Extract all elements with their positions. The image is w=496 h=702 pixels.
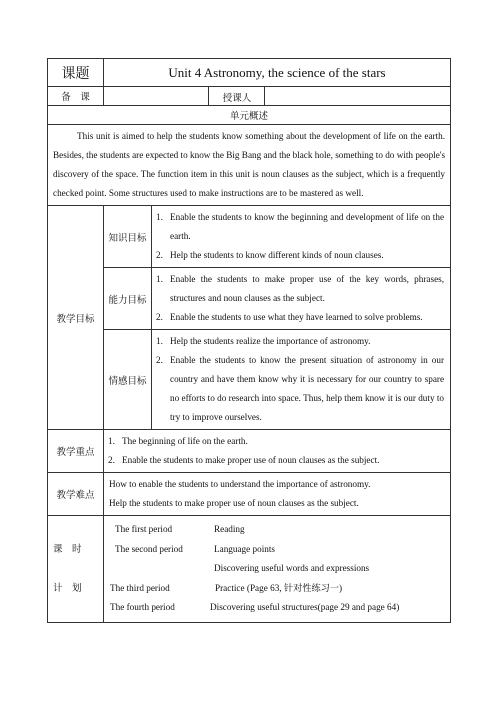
key-points-cell <box>104 430 451 473</box>
unit-title: Unit 4 Astronomy, the science of the stars <box>104 59 451 87</box>
prep-value <box>104 87 209 106</box>
plan-content: Discovering useful structures(page 29 and page 64) <box>210 602 400 612</box>
overview-text: This unit is aimed to help the students know something about the development of life on the earth. Besides, the students are expected to know the Big Bang and the black hole, something to do with people's discovery of the space. The function item in this unit is noun clauses as the subject, which is a frequently checked point. Some structures used to make instructions are to be mastered as well. <box>48 125 451 206</box>
plan-label-cell <box>48 516 104 623</box>
lesson-plan-table <box>47 58 451 623</box>
list-item <box>152 308 444 327</box>
plan-content: Reading <box>214 524 245 534</box>
key-points-label: 教学重点 <box>48 430 104 473</box>
difficulties-cell <box>104 473 451 516</box>
plan-period: The second period <box>115 543 183 554</box>
ability-label: 能力目标 <box>104 268 152 330</box>
teacher-label: 授课人 <box>222 94 252 104</box>
key-points-list <box>104 430 450 472</box>
plan-period: The third period <box>110 582 170 593</box>
item-text: The beginning of life on the earth. <box>122 436 248 446</box>
plan-row <box>104 540 450 560</box>
plan-content: Discovering useful words and expressions <box>214 563 370 573</box>
item-number: 1. <box>108 436 115 446</box>
list-item <box>152 351 444 427</box>
plan-row <box>104 520 450 540</box>
topic-label: 课题 <box>48 59 104 87</box>
plan-label-bottom: 计 划 <box>53 583 82 594</box>
item-number: 2. <box>156 355 163 365</box>
list-item <box>152 270 444 308</box>
item-text: Enable the students to use what they have learned to solve problems. <box>170 312 423 322</box>
plan-label-top: 课 时 <box>53 544 82 555</box>
teacher-divider <box>264 87 265 105</box>
item-number: 1. <box>156 212 163 222</box>
item-text: Enable the students to know the beginning and development of life on the earth. <box>170 212 445 241</box>
ability-list <box>152 268 450 329</box>
item-text: Help the students to know different kinds of noun clauses. <box>170 250 384 260</box>
list-item <box>152 246 444 265</box>
objectives-label: 教学目标 <box>48 206 104 430</box>
plan-period: The first period <box>115 524 173 534</box>
teacher-cell <box>209 87 451 106</box>
overview-heading: 单元概述 <box>48 106 451 125</box>
list-item <box>104 432 444 451</box>
item-number: 2. <box>156 312 163 322</box>
knowledge-label: 知识目标 <box>104 206 152 268</box>
item-number: 1. <box>156 336 163 346</box>
plan-row <box>104 598 450 618</box>
knowledge-cell <box>152 206 451 268</box>
plan-period: The fourth period <box>110 602 175 612</box>
list-item <box>152 332 444 351</box>
item-number: 2. <box>108 455 115 465</box>
difficulty-line: How to enable the students to understand the importance of astronomy. <box>109 479 371 489</box>
ability-cell <box>152 268 451 330</box>
item-text: Enable the students to know the present situation of astronomy in our country and have them know why it is necessary for our country to spare no efforts to do research into space. Thus, help them know it is our duty to try to improve ourselves. <box>170 355 445 422</box>
emotion-label: 情感目标 <box>104 330 152 430</box>
plan-content: Language points <box>214 543 275 554</box>
item-text: Help the students realize the importance of astronomy. <box>170 336 371 346</box>
prep-label: 备 课 <box>48 87 104 106</box>
difficulty-line: Help the students to make proper use of noun clauses as the subject. <box>109 498 359 508</box>
item-text: Enable the students to make proper use of the key words, phrases, structures and noun clauses as the subject. <box>170 274 445 303</box>
item-number: 2. <box>156 250 163 260</box>
emotion-cell <box>152 330 451 430</box>
item-text: Enable the students to make proper use of noun clauses as the subject. <box>122 455 380 465</box>
knowledge-list <box>152 206 450 267</box>
item-number: 1. <box>156 274 163 284</box>
difficulties-label: 教学难点 <box>48 473 104 516</box>
emotion-list <box>152 330 450 429</box>
list-item <box>104 451 444 470</box>
plan-cell <box>104 516 451 623</box>
plan-row <box>104 579 450 599</box>
list-item <box>152 208 444 246</box>
plan-content: Practice (Page 63, 针对性练习一) <box>215 582 343 593</box>
lesson-plan-page <box>47 58 450 623</box>
plan-row <box>104 559 450 579</box>
